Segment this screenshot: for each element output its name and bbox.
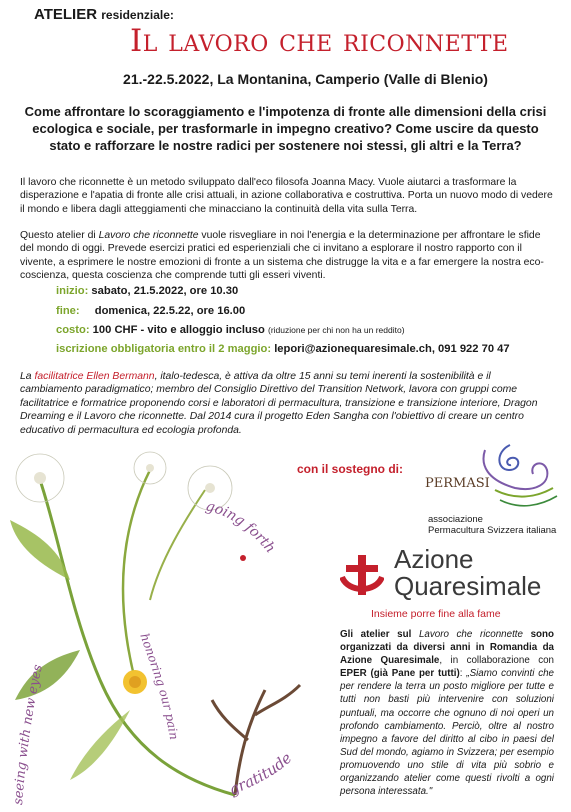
azione-quaresimale-icon [340, 553, 384, 597]
aq-text-1: Gli atelier sul [340, 629, 419, 640]
script-honoring: honoring our pain [137, 631, 182, 741]
cost-label: costo: [56, 324, 90, 336]
kicker-main: ATELIER [34, 6, 98, 23]
facilitator-bio [20, 370, 555, 437]
kicker-small: residenziale: [101, 8, 174, 22]
registration-contact[interactable]: lepori@azionequaresimale.ch, 091 922 70 47 [274, 343, 510, 355]
atelier-kicker [34, 6, 174, 23]
permasi-line1: associazione [428, 514, 483, 525]
cost-note: (riduzione per chi non ha un reddito) [267, 325, 405, 335]
bio-text: , italo-tedesca, è attiva da oltre 15 anni su temi inerenti la sostenibilità e il cambiamento paradigmatico; membro del Consiglio Direttivo del Transition Network, lavora con gruppi come facilitatrice e formatrice proponendo corsi e laboratori di permacultura, transizione e transizione interiore, Dragon Dreaming e il Lavoro che riconnette. Dal 2014 cura il progetto Eden Sangha con l'obiettivo di creare un centro educativo di permacultura ed ecologia profonda. [20, 371, 538, 436]
p2-emphasis: Lavoro che riconnette [98, 230, 199, 241]
end-value: domenica, 22.5.22, ore 16.00 [94, 305, 246, 317]
aq-line2: Quaresimale [394, 571, 542, 601]
facilitator-name: facilitatrice Ellen Bermann [34, 371, 155, 382]
dandelion-illustration [0, 450, 330, 812]
bio-prefix: La [20, 371, 35, 382]
p2-text-b: vuole risvegliare in noi l'energia e la determinazione per affrontare le sfide del mondo di oggi. Prevede esercizi pratici ed esperienziali che ci invitano a esplorare il nostro rapporto con il vivente, a esprimere le nostre emozioni di fronte a un sistema che distrugge la vita e a far emergere la nostra eco-coscienza, questa coscienza che comprende tutti gli esseri viventi. [20, 230, 544, 282]
registration-label: iscrizione obbligatoria entro il 2 maggio: [56, 343, 272, 355]
aq-text-3: , in collaborazione con [439, 655, 554, 667]
cost-value: 100 CHF - vito e alloggio incluso [92, 324, 265, 336]
start-label: inizio: [56, 285, 89, 297]
info-cost [56, 324, 405, 336]
intro-paragraph-2 [20, 229, 555, 283]
aq-description [340, 628, 554, 798]
lead-question: Come affrontare lo scoraggiamento e l'impotenza di fronte alle dimensioni della crisi ecologica e sociale, per trasformarle in impegno creativo? Come uscire da questo stato e rafforzare le nostre radici per sostenere noi stessi, gli altri e la Terra? [24, 104, 547, 153]
end-label: fine: [56, 305, 80, 317]
permasi-logo [425, 440, 560, 515]
info-end [56, 305, 245, 317]
p2-text-a: Questo atelier di [20, 230, 99, 241]
script-gratitude: gratitude [226, 748, 296, 799]
script-seeing: seeing with new eyes [11, 663, 46, 806]
permasi-wordmark: PERMASI [425, 476, 490, 491]
aq-text-1-em: Lavoro che riconnette [418, 629, 523, 640]
support-label: con il sostegno di: [297, 462, 404, 476]
aq-text-4-em: „Siamo convinti che per rendere la terra un posto migliore per tutte e tutti non basti più intervenire con soluzioni puntuali, ma occorre che ognuno di noi operi un profondo cambiamento. Perciò, oltre al nostro impegno a favore del diritto al cibo in paesi del Sud del mondo, agiamo in Svizzera; per esempio promuovendo uno stile di vita più sobrio e organizzando atelier come questi rivolti a ogni persona interessata." [340, 668, 554, 798]
permasi-caption [428, 514, 556, 536]
aq-text-4: : [459, 668, 467, 680]
info-start [56, 285, 238, 297]
permasi-line2: Permacultura Svizzera italiana [428, 525, 557, 536]
aq-text-2b: Azione Quaresimale [340, 655, 440, 667]
info-registration [56, 343, 510, 355]
start-value: sabato, 21.5.2022, ore 10.30 [91, 285, 239, 297]
aq-text-3b: EPER (già Pane per tutti) [340, 668, 460, 680]
intro-paragraph-1: Il lavoro che riconnette è un metodo sviluppato dall'eco filosofa Joanna Macy. Vuole aiutarci a trasformare la disperazione e l'apatia di fronte alle crisi attuali, in azione collaborativa e costruttiva. Porta un nuovo modo di vedere il mondo e libera dagli atteggiamenti che minacciano la continuità della vita sulla Terra. [20, 177, 553, 215]
page-title: Il lavoro che riconnette [130, 23, 509, 59]
aq-text-2: sono organizzati da diversi anni in Romandia da [340, 629, 555, 654]
dates-location: 21.-22.5.2022, La Montanina, Camperio (Valle di Blenio) [123, 71, 488, 87]
aq-line1: Azione [394, 544, 474, 574]
script-going-forth: going forth [204, 498, 279, 557]
azione-quaresimale-name [394, 546, 541, 600]
aq-tagline: Insieme porre fine alla fame [371, 608, 501, 620]
